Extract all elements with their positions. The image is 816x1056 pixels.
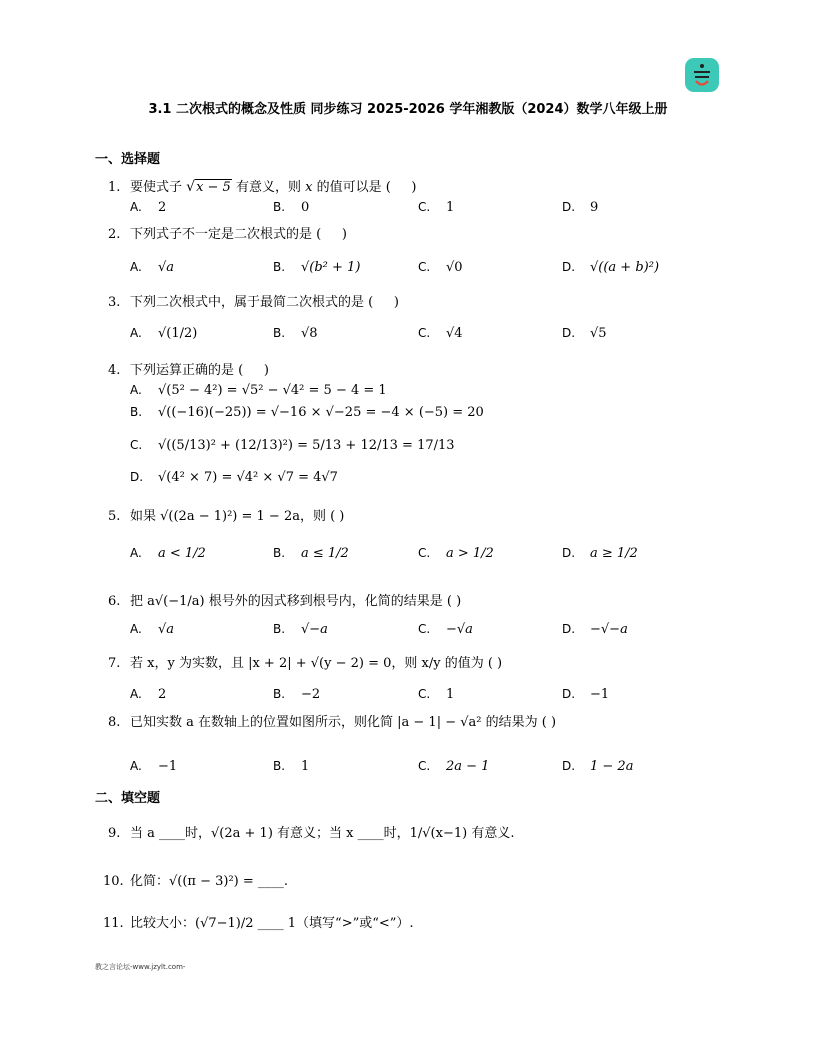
page-title: 3.1 二次根式的概念及性质 同步练习 2025-2026 学年湘教版（2024）数学八年级上册 xyxy=(148,102,668,117)
question-9: 9. 当 a ____时，√(2a + 1) 有意义；当 x ____时，1/√(x−1) 有意义. xyxy=(108,826,515,841)
options-3 xyxy=(130,326,690,346)
options-7 xyxy=(130,687,690,707)
options-6 xyxy=(130,622,690,642)
option-b[interactable]: B. √(b² + 1) xyxy=(273,260,361,275)
option-b[interactable]: B. √8 xyxy=(273,326,318,341)
question-1: 1. 要使式子 √x − 5 有意义，则 x 的值可以是 ( ) xyxy=(108,179,417,195)
question-2: 2. 下列式子不一定是二次根式的是 ( ) xyxy=(108,227,347,242)
question-4: 4. 下列运算正确的是 ( ) xyxy=(108,363,269,378)
options-5 xyxy=(130,546,690,566)
option-b[interactable]: B. a ≤ 1/2 xyxy=(273,546,349,561)
option-a[interactable]: A. 2 xyxy=(130,200,167,215)
section-fill: 二、填空题 xyxy=(95,791,161,806)
option-d[interactable]: D. 9 xyxy=(562,200,599,215)
question-10: 10. 化简：√((π − 3)²) = ____. xyxy=(103,874,289,889)
option-d[interactable]: D. √((a + b)²) xyxy=(562,260,660,275)
option-d[interactable]: D. −√−a xyxy=(562,622,628,637)
question-3: 3. 下列二次根式中，属于最简二次根式的是 ( ) xyxy=(108,295,399,310)
option-c[interactable]: C. √4 xyxy=(418,326,463,341)
footer-text: 教之言论坛-www.jzylt.com- xyxy=(95,963,186,971)
option-a[interactable]: A. √a xyxy=(130,260,175,275)
option-a[interactable]: A. √a xyxy=(130,622,175,637)
question-7: 7. 若 x，y 为实数，且 |x + 2| + √(y − 2) = 0，则 x/y 的值为 ( ) xyxy=(108,656,503,671)
option-a[interactable]: A. √(5² − 4²) = √5² − √4² = 5 − 4 = 1 xyxy=(130,383,387,398)
option-a[interactable]: A. a < 1/2 xyxy=(130,546,206,561)
option-d[interactable]: D. a ≥ 1/2 xyxy=(562,546,638,561)
options-1 xyxy=(130,200,690,220)
option-c[interactable]: C. 2a − 1 xyxy=(418,759,490,774)
option-c[interactable]: C. √0 xyxy=(418,260,463,275)
option-b[interactable]: B. √−a xyxy=(273,622,328,637)
option-d[interactable]: D. −1 xyxy=(562,687,610,702)
option-d[interactable]: D. 1 − 2a xyxy=(562,759,634,774)
question-number: 1. xyxy=(108,180,121,195)
option-a[interactable]: A. √(1/2) xyxy=(130,326,198,341)
option-b[interactable]: B. 1 xyxy=(273,759,310,774)
question-6: 6. 把 a√(−1/a) 根号外的因式移到根号内，化简的结果是 ( ) xyxy=(108,594,462,609)
option-c[interactable]: C. a > 1/2 xyxy=(418,546,494,561)
option-b[interactable]: B. 0 xyxy=(273,200,310,215)
section-choice: 一、选择题 xyxy=(95,152,161,167)
option-c[interactable]: C. √((5/13)² + (12/13)²) = 5/13 + 12/13 = 17/13 xyxy=(130,438,455,453)
option-d[interactable]: D. √5 xyxy=(562,326,607,341)
option-c[interactable]: C. −√a xyxy=(418,622,473,637)
option-b[interactable]: B. −2 xyxy=(273,687,321,702)
question-11: 11. 比较大小：(√7−1)/2 ____ 1（填写“>”或“<”）. xyxy=(103,916,414,931)
option-a[interactable]: A. 2 xyxy=(130,687,167,702)
option-b[interactable]: B. √((−16)(−25)) = √−16 × √−25 = −4 × (−5) = 20 xyxy=(130,405,484,420)
question-5: 5. 如果 √((2a − 1)²) = 1 − 2a，则 ( ) xyxy=(108,509,345,524)
options-2 xyxy=(130,260,690,280)
brand-logo-icon xyxy=(685,58,719,92)
option-a[interactable]: A. −1 xyxy=(130,759,178,774)
option-c[interactable]: C. 1 xyxy=(418,687,455,702)
option-c[interactable]: C. 1 xyxy=(418,200,455,215)
question-8: 8. 已知实数 a 在数轴上的位置如图所示，则化简 |a − 1| − √a² 的结果为 ( ) xyxy=(108,715,557,730)
options-8 xyxy=(130,759,690,779)
option-d[interactable]: D. √(4² × 7) = √4² × √7 = 4√7 xyxy=(130,470,338,485)
